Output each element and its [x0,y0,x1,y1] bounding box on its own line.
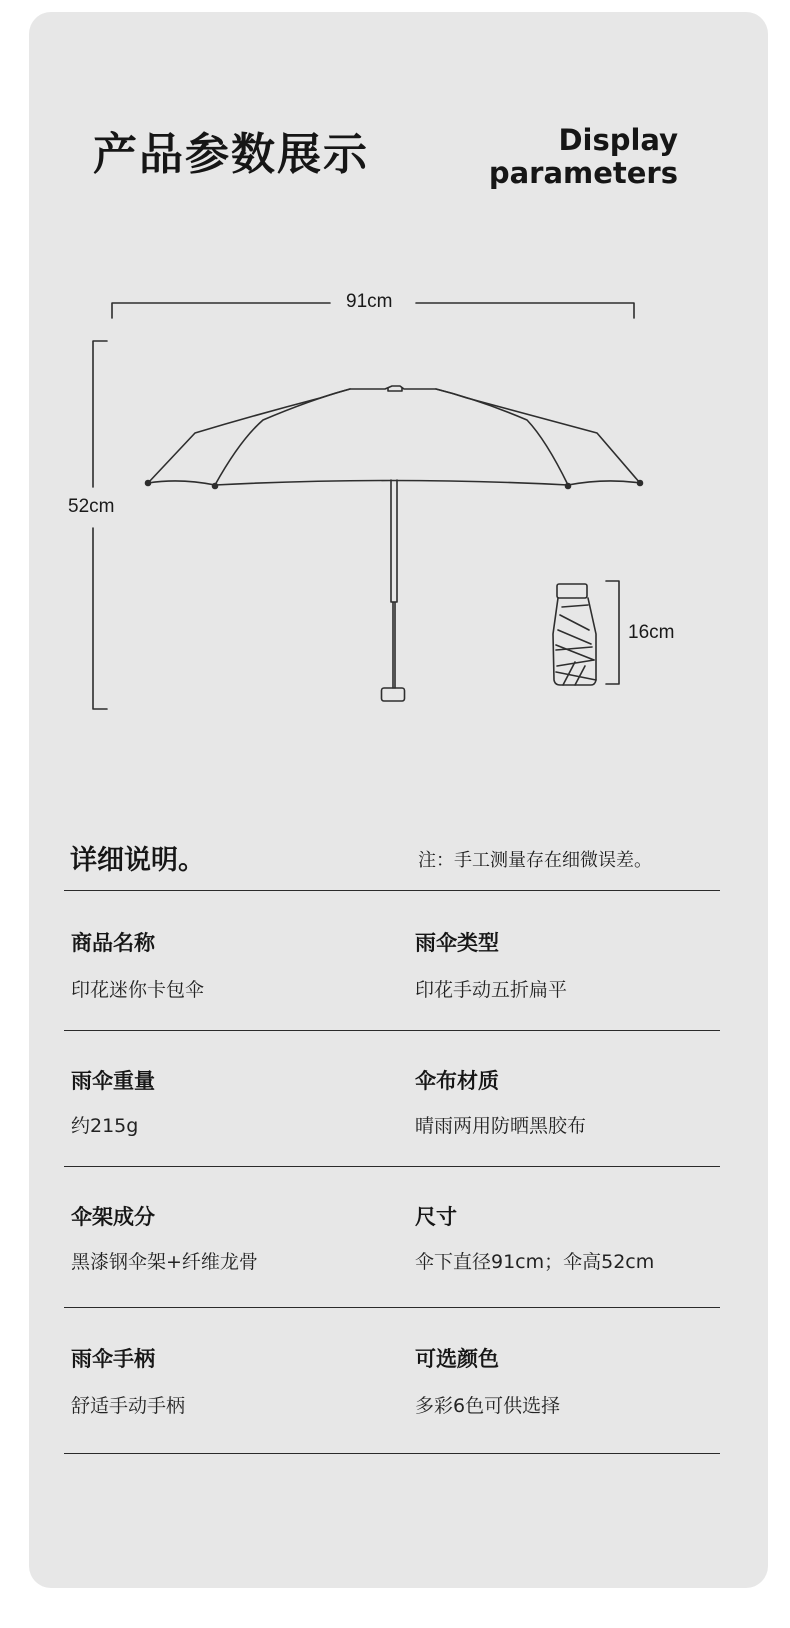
spec-value: 多彩6色可供选择 [415,1395,561,1417]
width-dimension-label: 91cm [346,291,393,312]
spec-label: 可选颜色 [415,1347,499,1371]
spec-value: 印花迷你卡包伞 [71,979,205,1001]
title-en-line2: parameters [488,156,678,190]
spec-table [64,890,720,1454]
spec-value: 舒适手动手柄 [71,1395,186,1417]
folded-dimension-line [606,581,619,684]
spec-value: 印花手动五折扁平 [415,979,568,1001]
height-dimension-label: 52cm [68,496,115,517]
umbrella-shaft-icon [382,480,405,701]
spec-row [64,890,720,1030]
spec-value: 约215g [71,1115,139,1137]
umbrella-canopy-icon [146,386,643,489]
spec-label: 商品名称 [71,931,155,955]
spec-label: 伞布材质 [415,1069,499,1093]
details-title: 详细说明。 [70,845,205,876]
umbrella-dimension-diagram [0,0,790,800]
spec-row [64,1166,720,1307]
spec-label: 伞架成分 [71,1205,155,1229]
measurement-note: 注：手工测量存在细微误差。 [418,850,652,871]
spec-value: 晴雨两用防晒黑胶布 [415,1115,587,1137]
title-en-line1: Display [558,123,678,157]
folded-umbrella-icon [553,584,596,685]
spec-row [64,1307,720,1454]
height-dimension-line [93,341,107,709]
spec-label: 尺寸 [415,1205,457,1229]
spec-value: 黑漆钢伞架+纤维龙骨 [71,1251,258,1273]
spec-label: 雨伞类型 [415,931,499,955]
folded-dimension-label: 16cm [628,622,675,643]
page-title-cn: 产品参数展示 [93,129,369,180]
spec-row [64,1030,720,1166]
spec-label: 雨伞重量 [71,1069,155,1093]
spec-label: 雨伞手柄 [71,1347,155,1371]
spec-value: 伞下直径91cm；伞高52cm [415,1251,655,1273]
